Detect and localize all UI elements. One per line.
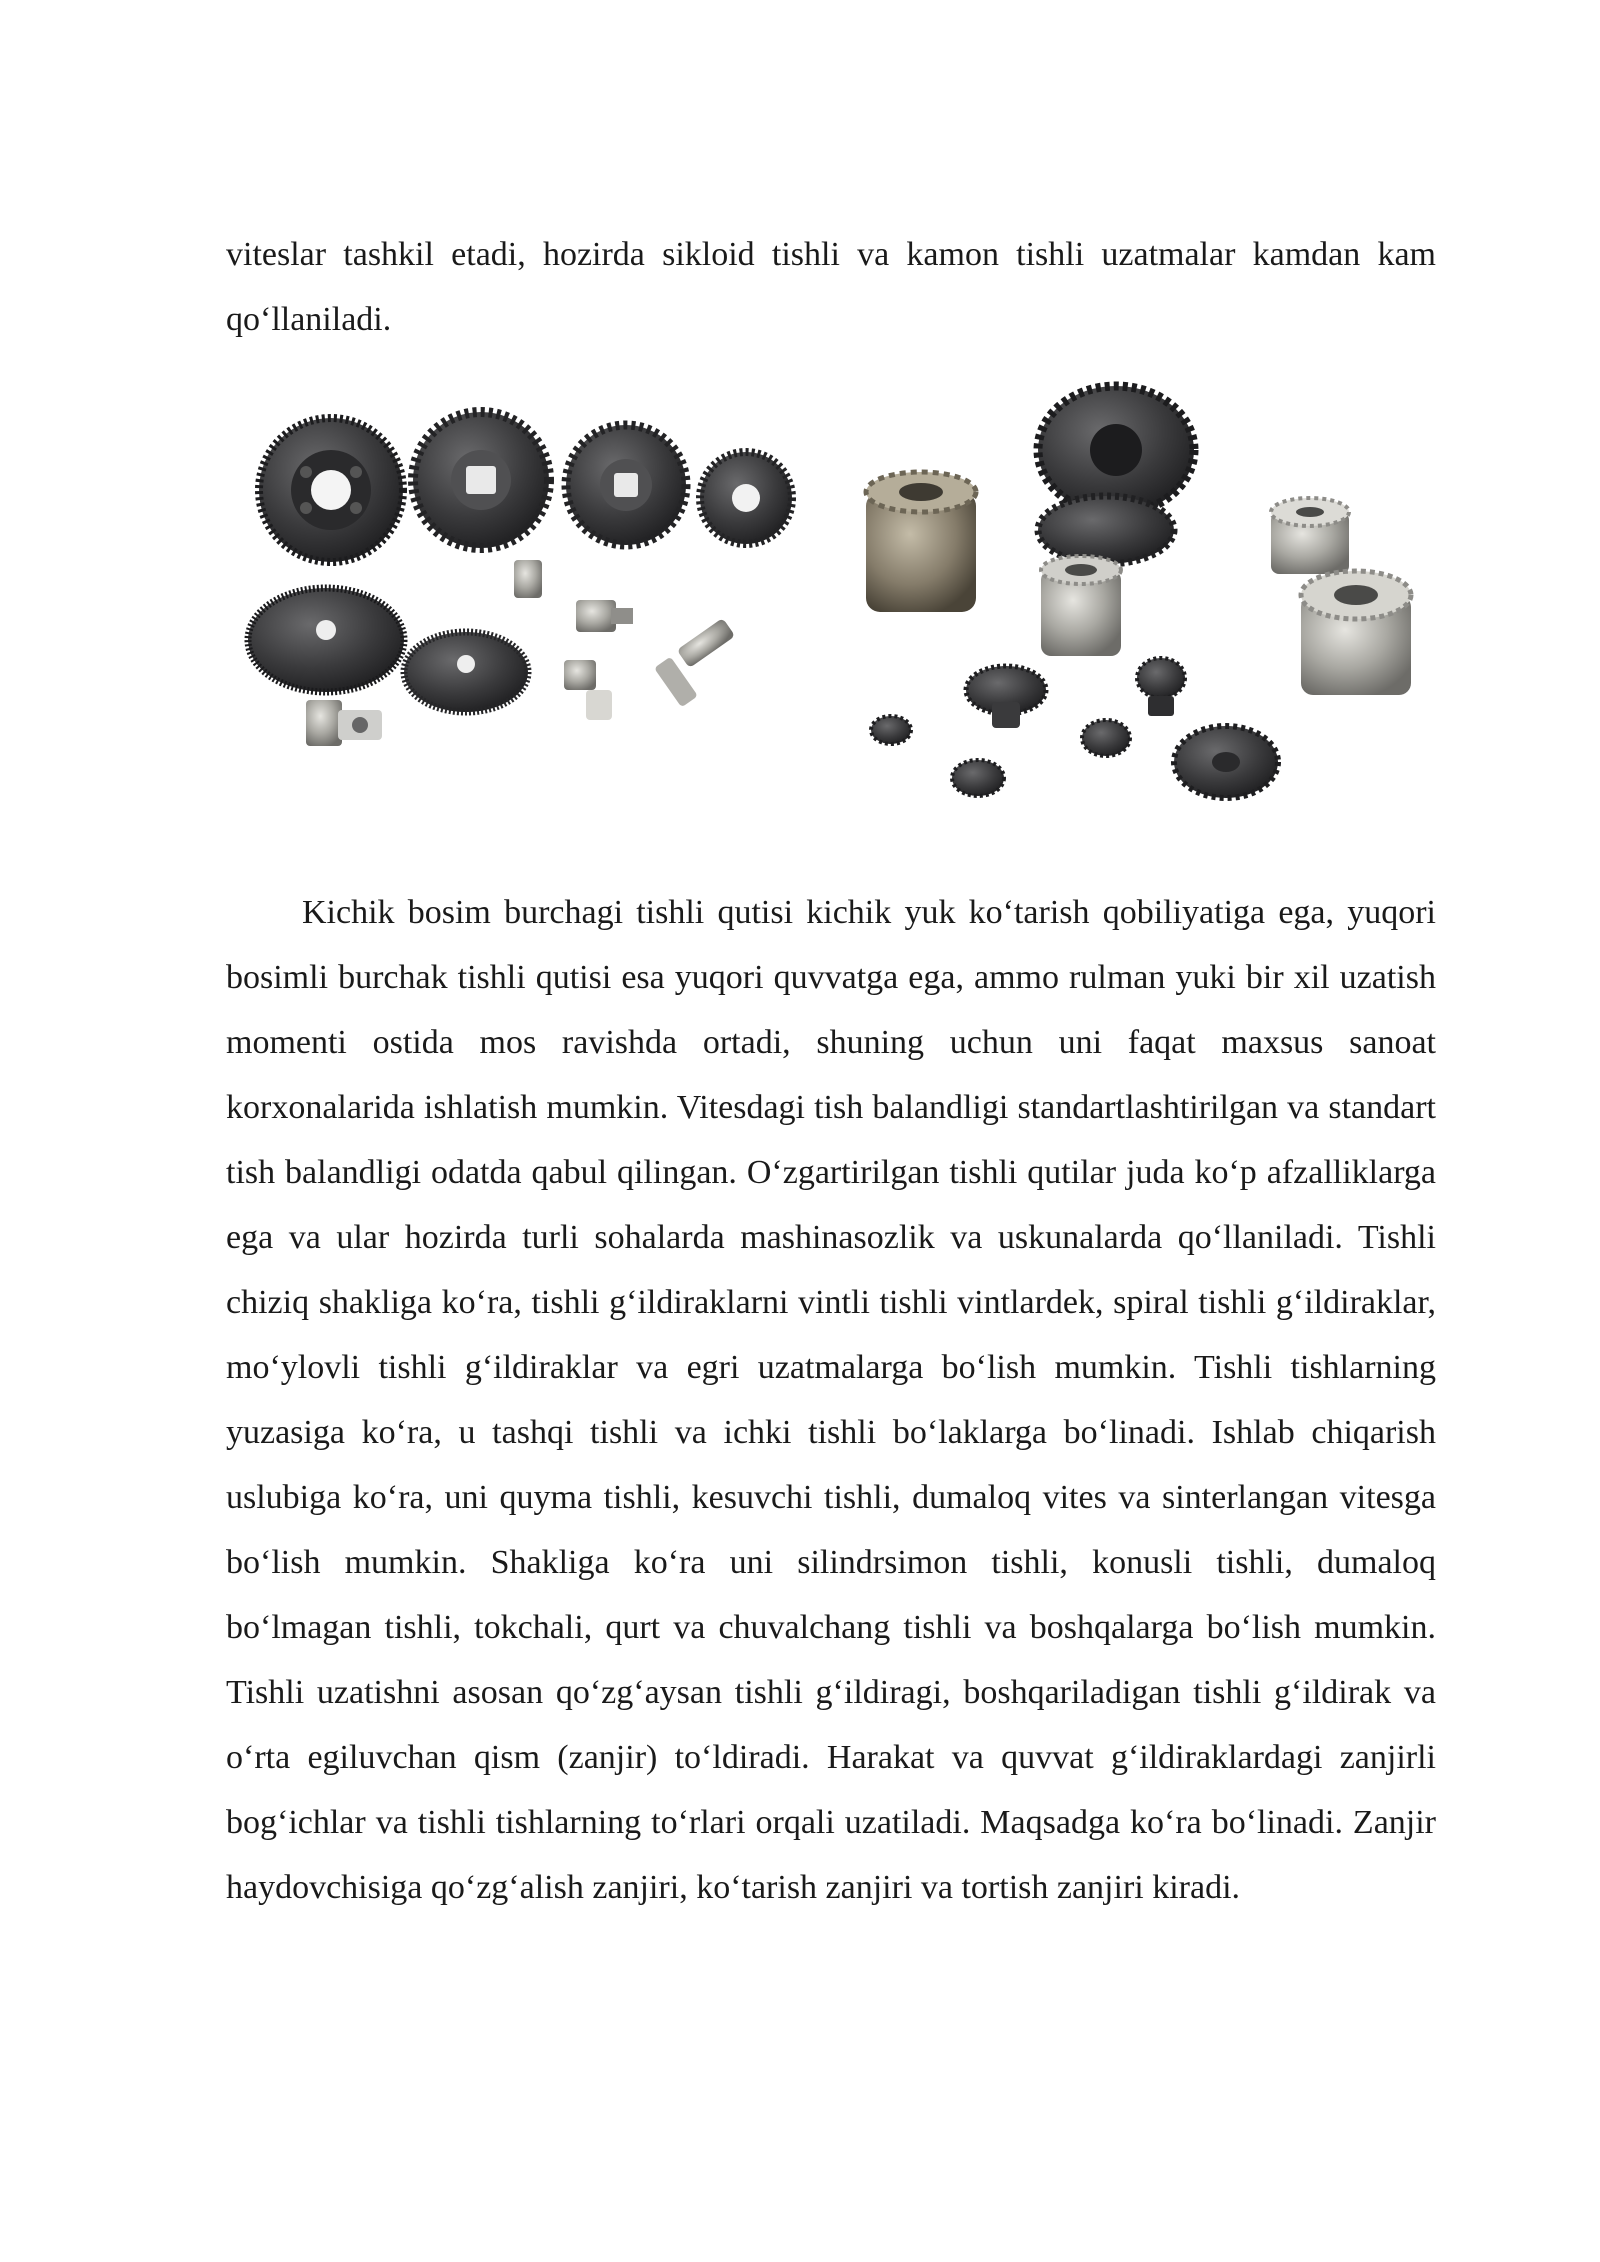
bevel-gear-icon [871,716,911,744]
helical-gear-icon [1041,556,1121,656]
gear-icon [259,418,403,562]
spur-gear-icon [1271,498,1349,574]
spur-gear-icon [866,472,976,612]
gears-figure [226,380,1466,880]
left-gear-group [248,412,792,746]
bevel-gear-icon [1137,658,1185,716]
bevel-gear-icon [966,666,1046,728]
shaft-gear-icon [514,560,735,720]
right-gear-group [866,386,1411,798]
spur-gear-icon [1301,571,1411,695]
gear-icon [700,452,792,544]
gear-icon [566,425,686,545]
gear-icon [248,588,404,692]
bevel-gear-icon [952,760,1004,796]
bevel-gear-icon [1174,726,1278,798]
paragraph-continuation: viteslar tashkil etadi, hozirda sikloid tishli va kamon tishli uzatmalar kamdan kam qo‘llaniladi. [226,236,1436,338]
gear-icon [413,412,549,548]
gear-icon [404,632,528,712]
gears-illustration [226,380,1466,880]
bevel-gear-icon [1082,720,1130,756]
bevel-gear-icon [1038,496,1174,564]
paragraph-main: Kichik bosim burchagi tishli qutisi kichik yuk ko‘tarish qobiliyatiga ega, yuqori bosimli burchak tishli qutisi esa yuqori quvvatga ega, ammo rulman yuki bir xil uzatish momenti ostida mos ravishda ortadi, shuning uchun uni faqat maxsus sanoat korxonalarida ishlatish mumkin. Vitesdagi tish balandligi standartlashtirilgan va standart tish balandligi odatda qabul qilingan. O‘zgartirilgan tishli qutilar juda ko‘p afzalliklarga ega va ular hozirda turli sohalarda mashinasozlik va uskunalarda qo‘llaniladi. Tishli chiziq shakliga ko‘ra, tishli g‘ildiraklarni vintli tishli vintlardek, spiral tishli g‘ildiraklar, mo‘ylovli tishli g‘ildiraklar va egri uzatmalarga bo‘lish mumkin. Tishli tishlarning yuzasiga ko‘ra, u tashqi tishli va ichki tishli bo‘laklarga bo‘linadi. Ishlab chiqarish uslubiga ko‘ra, uni quyma tishli, kesuvchi tishli, dumaloq vites va sinterlangan vitesga bo‘lish mumkin. Shakliga ko‘ra uni silindrsimon tishli, konusli tishli, dumaloq bo‘lmagan tishli, tokchali, qurt va chuvalchang tishli va boshqalarga bo‘lish mumkin. Tishli uzatishni asosan qo‘zg‘aysan tishli g‘ildiragi, boshqariladigan tishli g‘ildirak va o‘rta egiluvchan qism (zanjir) to‘ldiradi. Harakat va quvvat g‘ildiraklardagi zanjirli bog‘ichlar va tishli tishlarning to‘rlari orqali uzatiladi. Maqsadga ko‘ra bo‘linadi. Zanjir haydovchisiga qo‘zg‘alish zanjiri, ko‘tarish zanjiri va tortish zanjiri kiradi. [226,894,1436,1906]
pinion-icon [306,700,382,746]
